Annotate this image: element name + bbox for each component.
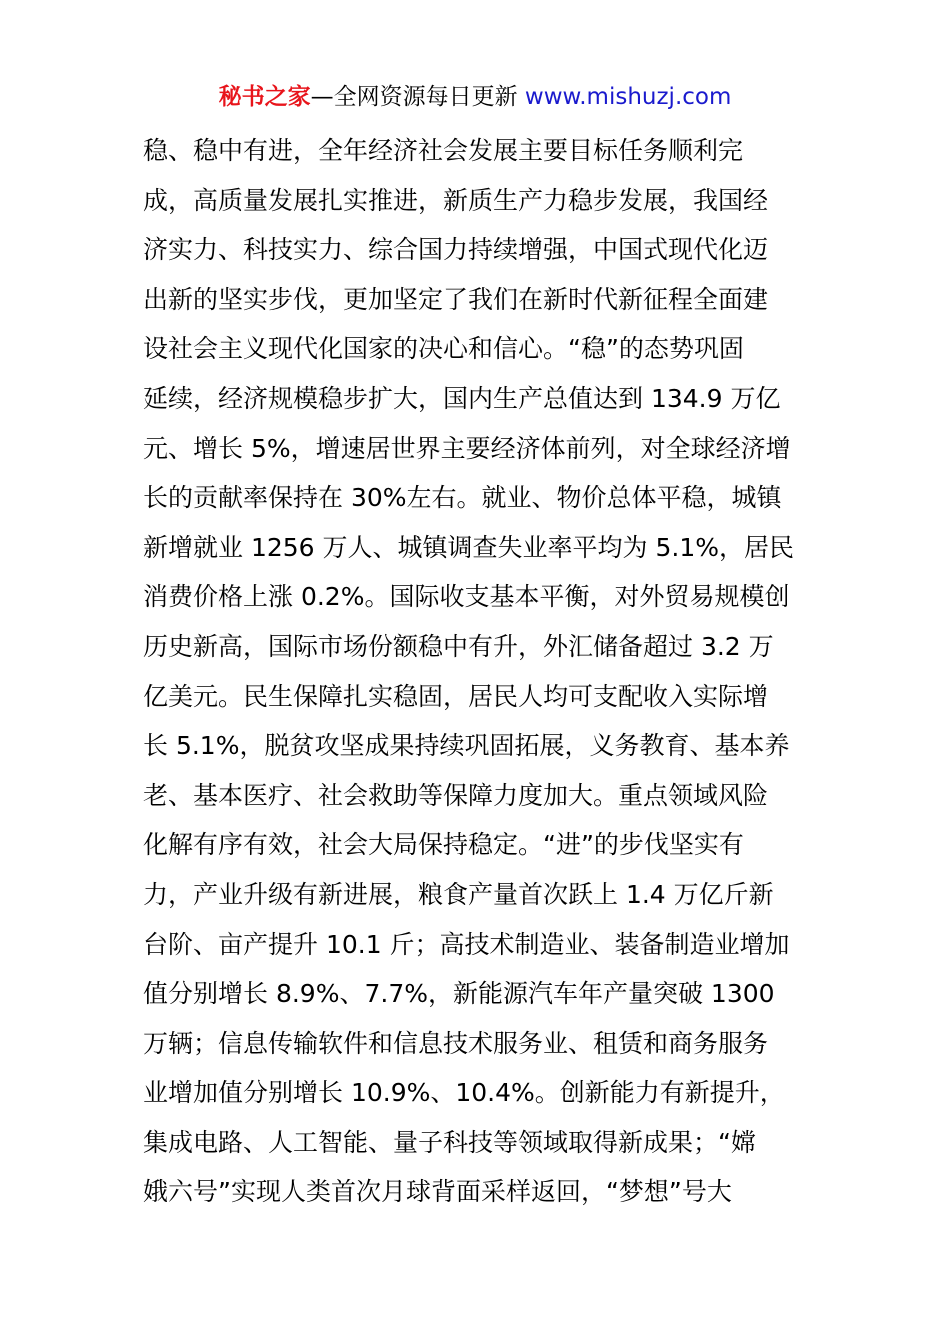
site-url-link[interactable]: www.mishuzj.com <box>524 84 732 110</box>
text-line: 济实力、科技实力、综合国力持续增强，中国式现代化迈 <box>143 235 769 265</box>
text-line: 出新的坚实步伐，更加坚定了我们在新时代新征程全面建 <box>143 284 769 314</box>
text-line: 消费价格上涨 0.2%。国际收支基本平衡，对外贸易规模创 <box>143 582 790 612</box>
brand-name: 秘书之家 <box>218 84 311 110</box>
text-line: 力，产业升级有新进展，粮食产量首次跃上 1.4 万亿斤新 <box>143 879 774 909</box>
text-line: 历史新高，国际市场份额稳中有升，外汇储备超过 3.2 万 <box>143 631 774 661</box>
header-tagline: —全网资源每日更新 <box>310 84 525 110</box>
text-line: 集成电路、人工智能、量子科技等领域取得新成果；“嫦 <box>143 1127 756 1157</box>
text-line: 万辆；信息传输软件和信息技术服务业、租赁和商务服务 <box>143 1028 769 1058</box>
text-line: 台阶、亩产提升 10.1 斤；高技术制造业、装备制造业增加 <box>143 929 790 959</box>
text-line: 长 5.1%，脱贫攻坚成果持续巩固拓展，义务教育、基本养 <box>143 731 790 761</box>
text-line: 娥六号”实现人类首次月球背面采样返回，“梦想”号大 <box>143 1177 732 1207</box>
text-line: 亿美元。民生保障扎实稳固，居民人均可支配收入实际增 <box>143 681 769 711</box>
text-line: 成，高质量发展扎实推进，新质生产力稳步发展，我国经 <box>143 185 769 215</box>
text-line: 值分别增长 8.9%、7.7%，新能源汽车年产量突破 1300 <box>143 979 775 1009</box>
text-line: 新增就业 1256 万人、城镇调查失业率平均为 5.1%，居民 <box>143 532 794 562</box>
text-line: 设社会主义现代化国家的决心和信心。“稳”的态势巩固 <box>143 334 744 364</box>
text-line: 延续，经济规模稳步扩大，国内生产总值达到 134.9 万亿 <box>143 383 781 413</box>
text-line: 化解有序有效，社会大局保持稳定。“进”的步伐坚实有 <box>143 830 744 860</box>
text-line: 业增加值分别增长 10.9%、10.4%。创新能力有新提升， <box>143 1078 785 1108</box>
text-line: 老、基本医疗、社会救助等保障力度加大。重点领域风险 <box>143 780 769 810</box>
site-header <box>0 80 950 114</box>
text-line: 元、增长 5%，增速居世界主要经济体前列，对全球经济增 <box>143 433 791 463</box>
article-body <box>143 126 813 1217</box>
text-line: 稳、稳中有进，全年经济社会发展主要目标任务顺利完 <box>143 136 744 165</box>
text-line: 长的贡献率保持在 30%左右。就业、物价总体平稳，城镇 <box>143 483 782 513</box>
